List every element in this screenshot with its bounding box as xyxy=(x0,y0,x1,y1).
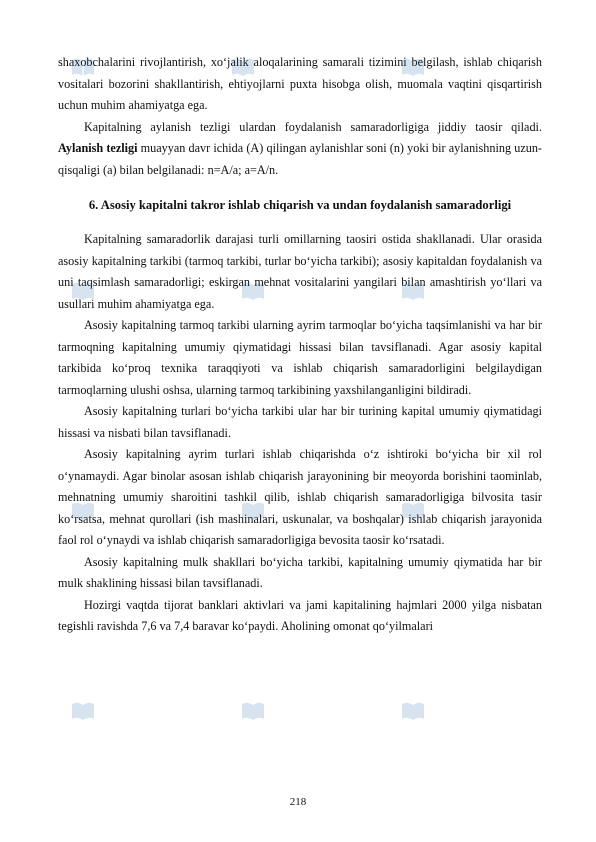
paragraph-type-structure: Asosiy kapitalning turlari bo‘yicha tarkibi ular har bir turining kapital umumiy qiymatidagi hissasi va nisbati bilan tavsiflanadi. xyxy=(58,404,542,440)
document-page xyxy=(58,52,542,638)
watermark-logo xyxy=(400,700,426,727)
paragraph-bank-assets: Hozirgi vaqtda tijorat banklari aktivlari va jami kapitalining hajmlari 2000 yilga nisbatan tegishli ravishda 7,6 va 7,4 baravar ko‘paydi. Aholining omonat qo‘yilmalari xyxy=(58,597,542,633)
turnover-bold-term: Aylanish tezligi xyxy=(58,141,138,155)
open-book-icon xyxy=(240,700,266,722)
paragraph-efficiency-factors: Kapitalning samaradorlik darajasi turli omillarning taosiri ostida shakllanadi. Ular orasida asosiy kapitalning tarkibi (tarmoq tarkibi, turlar bo‘yicha tarkibi); asosiy kapitaldan foydalanish va uni taqsimlash samaradorligi; eskirgan mehnat vositalarini yangilari bilan amashtirish yo‘llari va usullari muhim ahamiyatga ega. xyxy=(58,232,542,311)
turnover-text-after: muayyan davr ichida (A) qilingan aylanishlar soni (n) yoki bir aylanishning uzun-qisqaligi (a) bilan belgilanadi: n=A/a; a=A/n. xyxy=(58,141,542,177)
watermark-logo xyxy=(240,700,266,727)
open-book-icon xyxy=(70,700,96,722)
paragraph-asset-roles: Asosiy kapitalning ayrim turlari ishlab chiqarishda o‘z ishtiroki bo‘yicha bir xil rol o‘ynamaydi. Agar binolar asosan ishlab chiqarish jarayonining bir meoyorda borishini taominlab, mehnatning umumiy sharoitini tashkil qilib, ishlab chiqarish samaradorligiga bilvosita tasir ko‘rsatsa, mehnat qurollari (ish mashinalari, uskunalar, va boshqalar) ishlab chiqarish jarayonida faol rol o‘ynaydi va ishlab chiqarish samaradorligiga bevosita taosir ko‘rsatadi. xyxy=(58,447,542,547)
paragraph-sector-structure: Asosiy kapitalning tarmoq tarkibi ularning ayrim tarmoqlar bo‘yicha taqsimlanishi va har bir tarmoqning kapitalning umumiy qiymatidagi hissasi bilan tavsiflanadi. Agar asosiy kapital tarkibida ko‘proq texnika taraqqiyoti va ishlab chiqarish samaradorligini belgilaydigan tarmoqlarning ulushi oshsa, ularning tarmoq tarkibining yaxshilanganligini bildiradi. xyxy=(58,318,542,397)
paragraph-intro: shaxobchalarini rivojlantirish, xo‘jalik aloqalarining samarali tizimini belgilash, ishlab chiqarish vositalari bozorini shakllantirish, ehtiyojlarni puxta hisobga olish, muomala vaqtini qisqartirish uchun muhim ahamiyatga ega. xyxy=(58,55,542,112)
paragraph-turnover-speed xyxy=(58,117,542,182)
paragraph-ownership-structure: Asosiy kapitalning mulk shakllari bo‘yicha tarkibi, kapitalning umumiy qiymatida har bir mulk shaklining hissasi bilan tavsiflanadi. xyxy=(58,554,542,590)
page-number: 218 xyxy=(289,796,307,808)
turnover-text-before: Kapitalning aylanish tezligi ulardan foydalanish samaradorligiga jiddiy taosir qiladi. xyxy=(84,119,542,134)
section-heading: 6. Asosiy kapitalni takror ishlab chiqarish va undan foydalanish samaradorligi xyxy=(88,198,512,212)
open-book-icon xyxy=(400,700,426,722)
watermark-logo xyxy=(70,700,96,727)
